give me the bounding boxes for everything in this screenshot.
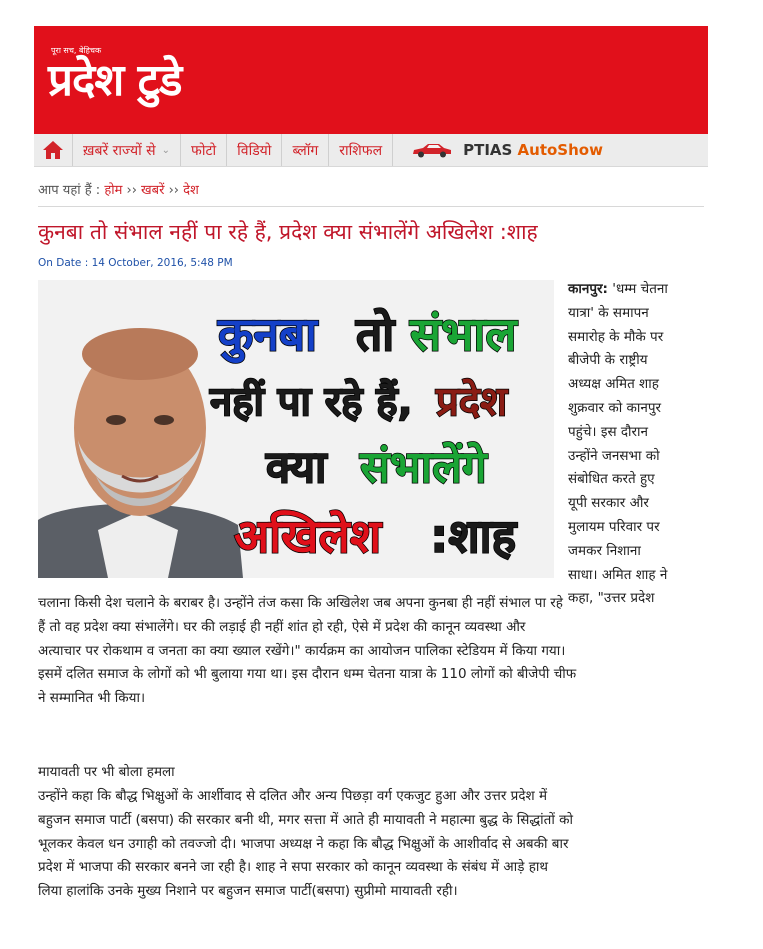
autoshow-label-part2: AutoShow [517, 141, 603, 159]
breadcrumb-separator: ›› [126, 183, 137, 198]
col-line: जमकर निशाना [568, 542, 641, 559]
nav-item-label: राशिफल [339, 142, 383, 159]
car-icon [411, 142, 453, 158]
article-paragraph [38, 592, 704, 711]
page [34, 26, 708, 900]
nav-item-label: ख़बरें राज्यों से [83, 142, 156, 159]
article-dateline: कानपुर: [568, 281, 608, 297]
article-date: On Date : 14 October, 2016, 5:48 PM [38, 257, 233, 269]
col-line: संबोधित करते हुए [568, 471, 655, 488]
paragraph-line: चलाना किसी देश चलाने के बराबर है। उन्होंने तंज कसा कि अखिलेश जब अपना कुनबा ही नहीं संभाल पा रहे [38, 595, 563, 611]
image-headline-word: अखिलेश [234, 509, 382, 563]
col-line: कहा, "उत्तर प्रदेश [568, 590, 655, 607]
article-image [38, 280, 554, 578]
nav-item-photo[interactable] [181, 134, 227, 166]
paragraph-line: उन्होंने कहा कि बौद्ध भिक्षुओं के आर्शीवाद से दलित और अन्य पिछड़ा वर्ग एकजुट हुआ और उत्तर प्रदेश में [38, 788, 548, 804]
site-logo[interactable]: प्रदेश टुडे [48, 55, 182, 106]
divider [38, 206, 704, 207]
article-image-graphic [38, 280, 554, 578]
breadcrumb-home[interactable]: होम [104, 183, 123, 198]
nav-item-video[interactable] [227, 134, 282, 166]
nav-item-label: विडियो [237, 142, 272, 159]
paragraph-line: प्रदेश में भाजपा की सरकार बनने जा रही है। शाह ने सपा सरकार को कानून व्यवस्था के संबंध में आड़े हाथ [38, 859, 548, 876]
nav-item-blog[interactable] [282, 134, 329, 166]
paragraph-line: लिया हालांकि उनके मुख्य निशाने पर बहुजन समाज पार्टी(बसपा) सुप्रीमो मायावती रही। [38, 883, 458, 900]
paragraph-line: अत्याचार पर रोकथाम व जनता का क्या ख्याल रखेंगे।" कार्यक्रम का आयोजन पालिका स्टेडियम में किया गया। [38, 642, 566, 659]
image-headline-word: संभाल [410, 307, 517, 361]
col-line: समारोह के मौके पर [568, 328, 664, 345]
breadcrumb-section[interactable]: देश [183, 183, 199, 198]
image-headline-word: तो [356, 307, 395, 361]
autoshow-label-part1: PTIAS [463, 141, 513, 159]
nav-item-states[interactable] [73, 134, 181, 166]
masthead [34, 26, 708, 134]
image-headline-word: प्रदेश [436, 379, 508, 425]
breadcrumb-separator: ›› [168, 183, 179, 198]
breadcrumb-prefix: आप यहां हैं : [38, 183, 101, 198]
article-paragraph [38, 785, 704, 904]
image-headline-word: संभालेंगे [360, 442, 487, 493]
col-line: उन्होंने जनसभा को [568, 447, 660, 464]
paragraph-line: भूलकर केवल धन उगाही को तवज्जो दी। भाजपा अध्यक्ष ने कहा कि बौद्ध भिक्षुओं के आशीर्वाद से अबकी बार [38, 835, 569, 852]
site-tagline: पूरा सच, बेहिचक [51, 46, 102, 55]
home-icon [42, 140, 64, 160]
paragraph-line: हैं तो वह प्रदेश क्या संभालेंगे। घर की लड़ाई ही नहीं शांत हो रही, ऐसे में प्रदेश की कानून व्यवस्था और [38, 618, 526, 635]
main-nav [34, 134, 708, 167]
article-side-column [568, 278, 706, 611]
nav-item-label: फोटो [191, 142, 217, 159]
chevron-down-icon: ⌄ [161, 144, 171, 156]
breadcrumb [38, 180, 199, 198]
breadcrumb-news[interactable]: खबरें [141, 183, 165, 198]
paragraph-line: इसमें दलित समाज के लोगों को भी बुलाया गया था। इस दौरान धम्म चेतना यात्रा के 110 लोगों को बीजेपी चीफ [38, 666, 577, 683]
col-line: अध्यक्ष अमित शाह [568, 376, 659, 393]
col-line: यूपी सरकार और [568, 495, 649, 512]
image-headline-word: क्या [266, 442, 327, 493]
col-line: साधा। अमित शाह ने [568, 566, 668, 583]
col-line: यात्रा' के समापन [568, 304, 649, 321]
paragraph-line: ने सम्मानित भी किया। [38, 690, 146, 707]
nav-item-horoscope[interactable] [329, 134, 393, 166]
article-subhead: मायावती पर भी बोला हमला [38, 764, 175, 780]
image-headline-word: नहीं पा रहे हैं, [210, 379, 413, 425]
image-headline-word: :शाह [430, 509, 517, 563]
col-line: पहुंचे। इस दौरान [568, 423, 649, 440]
nav-home[interactable] [34, 134, 73, 166]
nav-autoshow-link[interactable] [393, 134, 603, 166]
col-line: शुक्रवार को कानपुर [568, 399, 662, 416]
nav-item-label: ब्लॉग [292, 142, 319, 159]
autoshow-label [463, 141, 603, 159]
col-line: कानपुर: 'धम्म चेतना [568, 281, 668, 297]
col-line: बीजेपी के राष्ट्रीय [568, 352, 648, 369]
col-line: मुलायम परिवार पर [568, 518, 660, 535]
article-title: कुनबा तो संभाल नहीं पा रहे हैं, प्रदेश क्या संभालेंगे अखिलेश :शाह [38, 220, 538, 244]
image-headline-word: कुनबा [218, 307, 318, 361]
paragraph-line: बहुजन समाज पार्टी (बसपा) की सरकार बनी थी, मगर सत्ता में आते ही मायावती ने महात्मा बुद्ध के सिद्धांतों को [38, 811, 574, 828]
